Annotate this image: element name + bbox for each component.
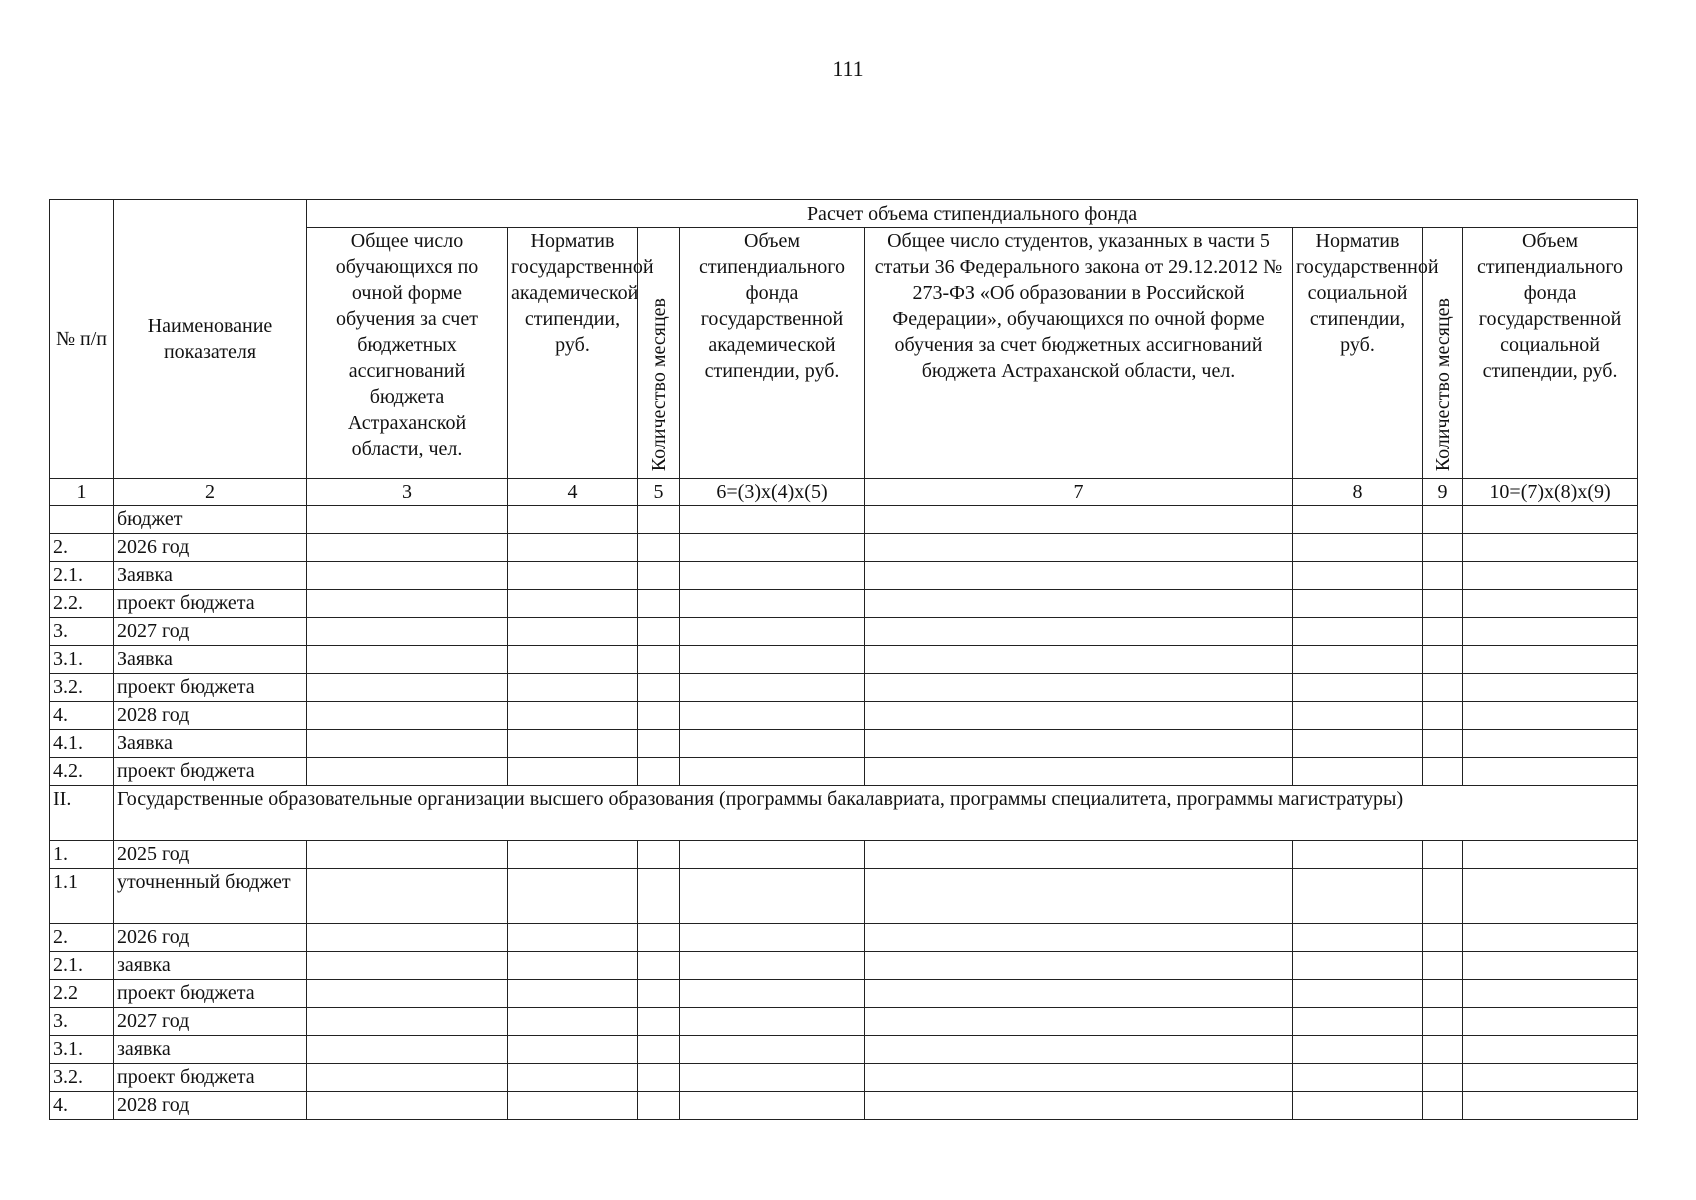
- empty-cell: [680, 590, 865, 618]
- empty-cell: [680, 758, 865, 786]
- empty-cell: [638, 590, 680, 618]
- empty-cell: [865, 646, 1293, 674]
- empty-cell: [1463, 730, 1638, 758]
- row-number: 3.: [50, 1008, 114, 1036]
- empty-cell: [307, 1008, 508, 1036]
- empty-cell: [508, 869, 638, 924]
- empty-cell: [638, 506, 680, 534]
- empty-cell: [1423, 1092, 1463, 1120]
- empty-cell: [638, 952, 680, 980]
- table-row: [50, 869, 1638, 924]
- table-row: [50, 952, 1638, 980]
- row-number: 2.2.: [50, 590, 114, 618]
- empty-cell: [865, 562, 1293, 590]
- empty-cell: [865, 618, 1293, 646]
- empty-cell: [1423, 980, 1463, 1008]
- row-indicator-name: проект бюджета: [114, 1064, 307, 1092]
- empty-cell: [680, 952, 865, 980]
- row-number: [50, 506, 114, 534]
- section-title: Государственные образовательные организации высшего образования (программы бакалавриата, программы специалитета, программы магистратуры): [114, 786, 1638, 841]
- empty-cell: [680, 841, 865, 869]
- empty-cell: [508, 1092, 638, 1120]
- empty-cell: [1423, 1036, 1463, 1064]
- empty-cell: [1293, 590, 1423, 618]
- empty-cell: [307, 758, 508, 786]
- empty-cell: [1423, 646, 1463, 674]
- empty-cell: [307, 980, 508, 1008]
- empty-cell: [508, 674, 638, 702]
- empty-cell: [1293, 952, 1423, 980]
- header-col-3: Общее число обучающихся по очной форме обучения за счет бюджетных ассигнований бюджета Астраханской области, чел.: [307, 228, 508, 479]
- empty-cell: [307, 646, 508, 674]
- empty-cell: [508, 841, 638, 869]
- empty-cell: [1423, 841, 1463, 869]
- empty-cell: [1293, 702, 1423, 730]
- empty-cell: [638, 702, 680, 730]
- table-row: [50, 618, 1638, 646]
- empty-cell: [1423, 758, 1463, 786]
- col-number-5: 5: [638, 479, 680, 506]
- row-indicator-name: 2026 год: [114, 534, 307, 562]
- empty-cell: [1293, 618, 1423, 646]
- empty-cell: [307, 590, 508, 618]
- empty-cell: [680, 534, 865, 562]
- empty-cell: [1293, 758, 1423, 786]
- empty-cell: [508, 730, 638, 758]
- empty-cell: [680, 1036, 865, 1064]
- empty-cell: [307, 924, 508, 952]
- col-number-10: 10=(7)x(8)x(9): [1463, 479, 1638, 506]
- empty-cell: [307, 674, 508, 702]
- row-indicator-name: проект бюджета: [114, 674, 307, 702]
- empty-cell: [680, 702, 865, 730]
- empty-cell: [865, 534, 1293, 562]
- empty-cell: [307, 1064, 508, 1092]
- row-indicator-name: заявка: [114, 952, 307, 980]
- row-indicator-name: проект бюджета: [114, 980, 307, 1008]
- row-number: 4.: [50, 702, 114, 730]
- empty-cell: [1293, 841, 1423, 869]
- section-row: [50, 786, 1638, 841]
- empty-cell: [1463, 590, 1638, 618]
- empty-cell: [638, 674, 680, 702]
- empty-cell: [1293, 646, 1423, 674]
- empty-cell: [307, 702, 508, 730]
- empty-cell: [638, 562, 680, 590]
- row-number: 3.2.: [50, 1064, 114, 1092]
- empty-cell: [865, 590, 1293, 618]
- row-indicator-name: Заявка: [114, 562, 307, 590]
- empty-cell: [307, 869, 508, 924]
- empty-cell: [307, 562, 508, 590]
- empty-cell: [508, 1064, 638, 1092]
- row-number: 4.1.: [50, 730, 114, 758]
- empty-cell: [1423, 924, 1463, 952]
- empty-cell: [638, 758, 680, 786]
- col-number-4: 4: [508, 479, 638, 506]
- empty-cell: [307, 534, 508, 562]
- row-indicator-name: Заявка: [114, 646, 307, 674]
- empty-cell: [1293, 980, 1423, 1008]
- row-number: 4.2.: [50, 758, 114, 786]
- row-indicator-name: проект бюджета: [114, 590, 307, 618]
- empty-cell: [1293, 1008, 1423, 1036]
- empty-cell: [638, 730, 680, 758]
- empty-cell: [1293, 1092, 1423, 1120]
- empty-cell: [680, 1064, 865, 1092]
- empty-cell: [680, 924, 865, 952]
- header-indicator-name: Наименование показателя: [114, 200, 307, 479]
- empty-cell: [1463, 1064, 1638, 1092]
- row-number: 3.2.: [50, 674, 114, 702]
- empty-cell: [508, 952, 638, 980]
- row-number: 2.1.: [50, 562, 114, 590]
- row-number: 2.: [50, 534, 114, 562]
- empty-cell: [680, 562, 865, 590]
- empty-cell: [1423, 869, 1463, 924]
- empty-cell: [865, 924, 1293, 952]
- empty-cell: [865, 730, 1293, 758]
- empty-cell: [307, 841, 508, 869]
- empty-cell: [508, 702, 638, 730]
- empty-cell: [865, 702, 1293, 730]
- empty-cell: [865, 980, 1293, 1008]
- table-row: [50, 674, 1638, 702]
- empty-cell: [1463, 980, 1638, 1008]
- row-number: 3.: [50, 618, 114, 646]
- col-number-1: 1: [50, 479, 114, 506]
- empty-cell: [1423, 1064, 1463, 1092]
- empty-cell: [1293, 730, 1423, 758]
- empty-cell: [1463, 758, 1638, 786]
- empty-cell: [1463, 562, 1638, 590]
- header-col-9-label: Количество месяцев: [1431, 297, 1454, 471]
- table-row: [50, 590, 1638, 618]
- empty-cell: [680, 730, 865, 758]
- empty-cell: [680, 1092, 865, 1120]
- row-number: 2.2: [50, 980, 114, 1008]
- empty-cell: [508, 534, 638, 562]
- row-indicator-name: бюджет: [114, 506, 307, 534]
- header-number: № п/п: [50, 200, 114, 479]
- empty-cell: [638, 1036, 680, 1064]
- empty-cell: [865, 674, 1293, 702]
- empty-cell: [307, 730, 508, 758]
- table-row: [50, 924, 1638, 952]
- section-number: II.: [50, 786, 114, 841]
- empty-cell: [865, 1064, 1293, 1092]
- empty-cell: [1463, 1008, 1638, 1036]
- empty-cell: [1423, 730, 1463, 758]
- empty-cell: [1463, 702, 1638, 730]
- page-number: 111: [832, 56, 864, 81]
- empty-cell: [1463, 534, 1638, 562]
- table-row: [50, 758, 1638, 786]
- empty-cell: [865, 952, 1293, 980]
- empty-cell: [638, 534, 680, 562]
- empty-cell: [1293, 924, 1423, 952]
- row-indicator-name: Заявка: [114, 730, 307, 758]
- empty-cell: [680, 618, 865, 646]
- row-indicator-name: заявка: [114, 1036, 307, 1064]
- table-row: [50, 646, 1638, 674]
- empty-cell: [1293, 1036, 1423, 1064]
- empty-cell: [508, 1008, 638, 1036]
- empty-cell: [508, 562, 638, 590]
- empty-cell: [865, 841, 1293, 869]
- row-number: 2.: [50, 924, 114, 952]
- empty-cell: [680, 1008, 865, 1036]
- row-indicator-name: 2027 год: [114, 618, 307, 646]
- empty-cell: [1423, 506, 1463, 534]
- empty-cell: [1463, 1036, 1638, 1064]
- header-row-numbers: [50, 479, 1638, 506]
- empty-cell: [508, 924, 638, 952]
- table-row: [50, 980, 1638, 1008]
- empty-cell: [307, 618, 508, 646]
- empty-cell: [1293, 869, 1423, 924]
- empty-cell: [638, 618, 680, 646]
- empty-cell: [865, 1008, 1293, 1036]
- empty-cell: [1463, 1092, 1638, 1120]
- empty-cell: [680, 506, 865, 534]
- empty-cell: [638, 1008, 680, 1036]
- empty-cell: [865, 506, 1293, 534]
- table-row: [50, 506, 1638, 534]
- empty-cell: [307, 952, 508, 980]
- row-number: 4.: [50, 1092, 114, 1120]
- row-indicator-name: проект бюджета: [114, 758, 307, 786]
- header-col-10: Объем стипендиального фонда государственной социальной стипендии, руб.: [1463, 228, 1638, 479]
- empty-cell: [1463, 952, 1638, 980]
- row-indicator-name: 2025 год: [114, 841, 307, 869]
- empty-cell: [680, 980, 865, 1008]
- empty-cell: [307, 506, 508, 534]
- col-number-9: 9: [1423, 479, 1463, 506]
- empty-cell: [638, 980, 680, 1008]
- empty-cell: [680, 869, 865, 924]
- empty-cell: [865, 869, 1293, 924]
- col-number-7: 7: [865, 479, 1293, 506]
- empty-cell: [638, 1064, 680, 1092]
- table-row: [50, 1036, 1638, 1064]
- empty-cell: [1293, 674, 1423, 702]
- empty-cell: [638, 841, 680, 869]
- row-indicator-name: 2028 год: [114, 702, 307, 730]
- empty-cell: [1423, 534, 1463, 562]
- row-indicator-name: уточненный бюджет: [114, 869, 307, 924]
- header-row-top: [50, 200, 1638, 228]
- empty-cell: [1463, 646, 1638, 674]
- empty-cell: [1463, 869, 1638, 924]
- header-col-6: Объем стипендиального фонда государственной академической стипендии, руб.: [680, 228, 865, 479]
- col-number-3: 3: [307, 479, 508, 506]
- empty-cell: [307, 1036, 508, 1064]
- empty-cell: [1293, 562, 1423, 590]
- col-number-6: 6=(3)x(4)x(5): [680, 479, 865, 506]
- empty-cell: [508, 758, 638, 786]
- empty-cell: [1463, 618, 1638, 646]
- header-col-5-label: Количество месяцев: [647, 297, 670, 471]
- row-number: 2.1.: [50, 952, 114, 980]
- empty-cell: [1423, 562, 1463, 590]
- table-row: [50, 841, 1638, 869]
- table-row: [50, 562, 1638, 590]
- empty-cell: [1463, 674, 1638, 702]
- table-row: [50, 1008, 1638, 1036]
- empty-cell: [1423, 952, 1463, 980]
- empty-cell: [865, 1036, 1293, 1064]
- header-col-7: Общее число студентов, указанных в части 5 статьи 36 Федерального закона от 29.12.2012 № 273-ФЗ «Об образовании в Российской Федерации», обучающихся по очной форме обучения за счет бюджетных ассигнований бюджета Астраханской области, чел.: [865, 228, 1293, 479]
- empty-cell: [1423, 618, 1463, 646]
- header-col-4: Норматив государственной академической стипендии, руб.: [508, 228, 638, 479]
- row-number: 3.1.: [50, 646, 114, 674]
- empty-cell: [865, 1092, 1293, 1120]
- header-fund-calculation: Расчет объема стипендиального фонда: [307, 200, 1638, 228]
- empty-cell: [865, 758, 1293, 786]
- empty-cell: [680, 674, 865, 702]
- col-number-2: 2: [114, 479, 307, 506]
- empty-cell: [638, 869, 680, 924]
- empty-cell: [1423, 590, 1463, 618]
- empty-cell: [508, 590, 638, 618]
- empty-cell: [680, 646, 865, 674]
- empty-cell: [1293, 506, 1423, 534]
- empty-cell: [1293, 1064, 1423, 1092]
- empty-cell: [1423, 702, 1463, 730]
- empty-cell: [638, 924, 680, 952]
- scholarship-fund-table: [49, 199, 1638, 1120]
- row-number: 1.: [50, 841, 114, 869]
- header-col-8: Норматив государственной социальной стипендии, руб.: [1293, 228, 1423, 479]
- table-row: [50, 1064, 1638, 1092]
- row-number: 3.1.: [50, 1036, 114, 1064]
- empty-cell: [638, 646, 680, 674]
- empty-cell: [508, 980, 638, 1008]
- row-indicator-name: 2027 год: [114, 1008, 307, 1036]
- empty-cell: [508, 646, 638, 674]
- empty-cell: [1463, 841, 1638, 869]
- table-row: [50, 730, 1638, 758]
- empty-cell: [1423, 1008, 1463, 1036]
- empty-cell: [1463, 924, 1638, 952]
- empty-cell: [1423, 674, 1463, 702]
- empty-cell: [1293, 534, 1423, 562]
- empty-cell: [638, 1092, 680, 1120]
- empty-cell: [508, 618, 638, 646]
- row-number: 1.1: [50, 869, 114, 924]
- col-number-8: 8: [1293, 479, 1423, 506]
- empty-cell: [307, 1092, 508, 1120]
- table-row: [50, 534, 1638, 562]
- empty-cell: [1463, 506, 1638, 534]
- row-indicator-name: 2028 год: [114, 1092, 307, 1120]
- table-row: [50, 1092, 1638, 1120]
- empty-cell: [508, 506, 638, 534]
- table-row: [50, 702, 1638, 730]
- empty-cell: [508, 1036, 638, 1064]
- row-indicator-name: 2026 год: [114, 924, 307, 952]
